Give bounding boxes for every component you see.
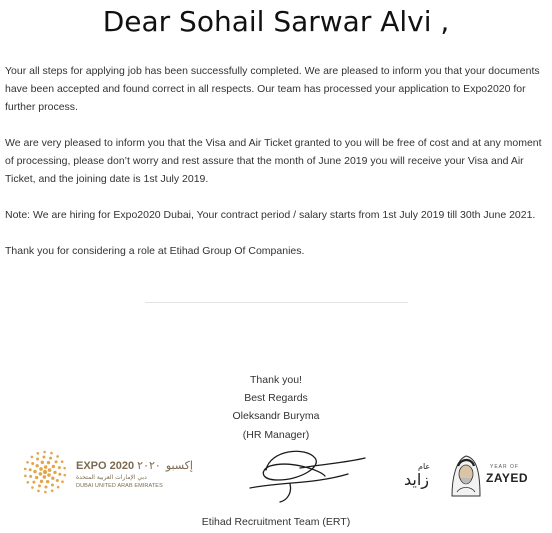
year-of-zayed-logo [398,448,532,498]
expo-emblem-dot [43,451,46,454]
expo-emblem-dot [43,475,47,479]
expo-emblem-dot [39,472,43,476]
expo-emblem-dot [44,491,47,494]
expo-emblem-dot [63,474,66,477]
expo-emblem-dot [51,484,54,487]
expo-emblem-dot [51,489,54,492]
zayed-arabic: زايد [404,470,430,489]
expo-emblem-dot [33,470,36,473]
expo-emblem-dot [27,481,30,484]
expo-emblem-dot [35,464,38,467]
expo-emblem-dot [29,468,32,471]
expo-emblem-dot [39,467,43,471]
expo-emblem-dot [46,480,49,483]
expo-emblem-dot [63,467,66,470]
expo-emblem-dot [44,465,48,469]
expo-emblem-dot [24,468,27,471]
expo-emblem-dot [31,462,34,465]
expo-emblem-dot [31,456,34,459]
expo-emblem-dot [36,457,39,460]
expo-emblem-dot [35,476,38,479]
zayed-name: ZAYED [486,471,529,485]
expo-name: EXPO 2020 إكسبو ٢٠٢٠ [76,459,193,472]
expo-emblem-dot [42,456,45,459]
expo-2020-logo [20,447,193,497]
expo-emblem-dot [56,455,59,458]
expo-emblem-dot [24,475,27,478]
expo-emblem-dot [31,486,34,489]
signoff-name: Oleksandr Buryma [232,410,320,422]
expo-emblem-dot [50,452,53,455]
paragraph-thank-you: Thank you for considering a role at Etihad Group Of Companies. [5,245,305,257]
expo-emblem-dot [41,461,44,464]
expo-dot-emblem-icon [20,447,175,497]
signoff-team: Etihad Recruitment Team (ERT) [201,516,351,528]
expo-emblem-dot [47,473,51,477]
expo-emblem-dot [52,465,55,468]
expo-emblem-dot [61,460,64,463]
letter-greeting: Dear Sohail Sarwar Alvi , [102,5,450,38]
expo-arabic-sub: دبي الإمارات العربية المتحدة [76,474,147,481]
signoff-title: (HR Manager) [242,429,310,441]
paragraph-visa-ticket: We are very pleased to inform you that the Visa and Air Ticket granted to you will be free of cost and at any moment of processing, please don’t worry and rest assure that the month of June 2019 you will receive your Visa and Air Ticket, and the joining date is 1st July 2019. [5,137,542,185]
expo-sub: DUBAI UNITED ARAB EMIRATES [76,483,163,489]
sheikh-zayed-portrait-icon [446,450,486,498]
expo-emblem-dot [48,468,52,472]
expo-emblem-dot [51,477,54,480]
expo-emblem-dot [26,461,29,464]
expo-emblem-dot [56,479,59,482]
expo-emblem-dot [40,480,43,483]
expo-emblem-dot [29,475,32,478]
expo-emblem-dot [61,480,64,483]
expo-emblem-dot [58,466,61,469]
expo-emblem-dot [38,484,41,487]
expo-emblem-dot [57,486,60,489]
zayed-year-of: YEAR OF [490,464,519,470]
signoff-regards: Best Regards [244,392,308,404]
expo-emblem-dot [37,452,40,455]
paragraph-note: Note: We are hiring for Expo2020 Dubai, Your contract period / salary starts from 1st July 2019 till 30th June 2021. [5,209,536,221]
expo-emblem-dot [49,457,52,460]
handwritten-signature [230,440,370,506]
expo-emblem-dot [37,490,40,493]
expo-emblem-dot [47,461,50,464]
expo-emblem-dot [32,481,35,484]
signoff-thanks: Thank you! [250,374,302,386]
zayed-arabic-top: عام [418,462,431,471]
paragraph-application-status: Your all steps for applying job has been successfully completed. We are pleased to inform you that your documents have been accepted and found correct in all respects. Our team has processed your application to Expo2020 for further process. [5,65,540,113]
expo-emblem-dot [45,485,48,488]
expo-emblem-dot [55,460,58,463]
divider [145,302,408,303]
expo-emblem-dot [53,471,56,474]
expo-emblem-dot [58,473,61,476]
expo-emblem-dot [43,470,47,474]
